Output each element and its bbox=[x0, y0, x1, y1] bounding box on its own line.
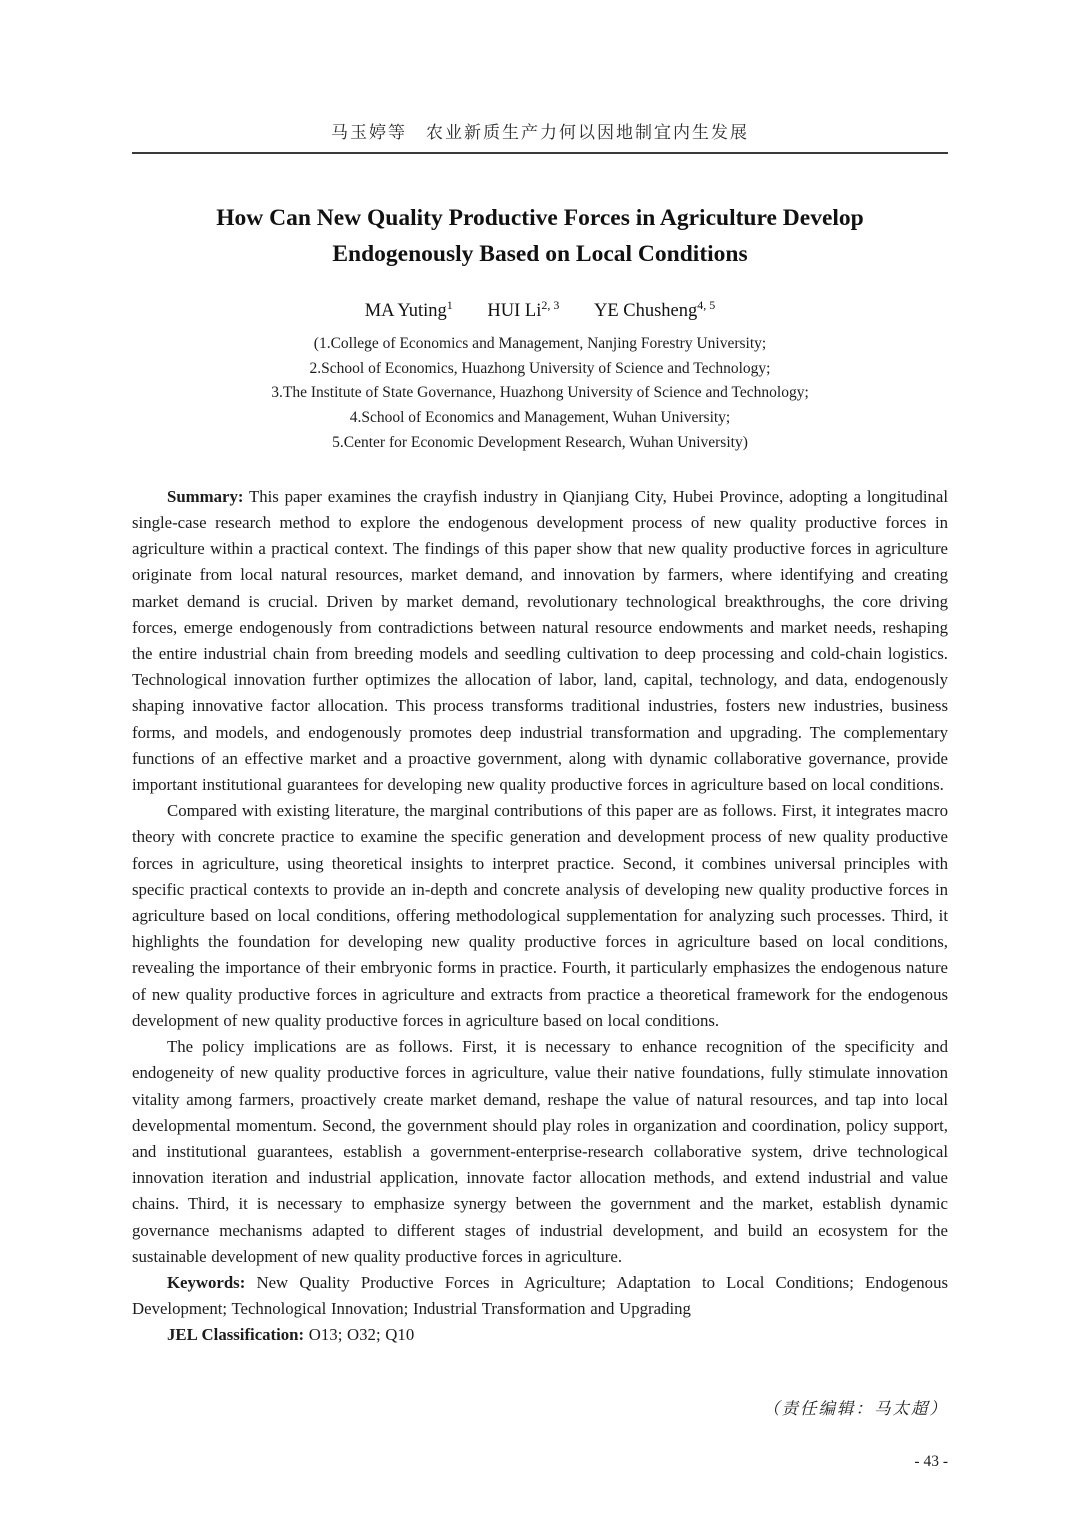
running-header: 马玉婷等 农业新质生产力何以因地制宜内生发展 bbox=[331, 123, 749, 142]
jel-paragraph bbox=[132, 1322, 948, 1348]
affiliation-line: 2.School of Economics, Huazhong University of Science and Technology; bbox=[309, 359, 771, 377]
affiliation-line: 5.Center for Economic Development Research, Wuhan University) bbox=[332, 434, 748, 452]
author bbox=[593, 297, 716, 321]
header-rule bbox=[132, 152, 948, 154]
paper-title-line2: Endogenously Based on Local Conditions bbox=[332, 241, 748, 268]
jel-label: JEL Classification: bbox=[167, 1325, 305, 1345]
affiliation-line: 3.The Institute of State Governance, Huazhong University of Science and Technology; bbox=[271, 384, 809, 402]
keywords-paragraph bbox=[132, 1270, 948, 1322]
summary-label: Summary: bbox=[167, 486, 244, 506]
keywords-label: Keywords: bbox=[167, 1272, 246, 1292]
author-affil-sup: 2, 3 bbox=[541, 297, 560, 312]
affiliation-line: 4.School of Economics and Management, Wuhan University; bbox=[349, 409, 731, 427]
paper-title-line1: How Can New Quality Productive Forces in Agriculture Develop bbox=[216, 205, 864, 231]
author bbox=[487, 297, 560, 321]
affiliation-line: (1.College of Economics and Management, Nanjing Forestry University; bbox=[313, 334, 767, 352]
keywords-text: New Quality Productive Forces in Agriculture; Adaptation to Local Conditions; Endogenous Development; Technological Innovation; Industrial Transformation and Upgrading bbox=[132, 1272, 948, 1319]
author-affil-sup: 1 bbox=[446, 297, 453, 312]
author-name: MA Yuting bbox=[364, 300, 447, 321]
author-name: YE Chusheng bbox=[593, 300, 698, 321]
summary-paragraph bbox=[132, 484, 948, 798]
jel-text: O13; O32; Q10 bbox=[304, 1325, 415, 1345]
paper-title bbox=[132, 200, 948, 273]
author-affil-sup: 4, 5 bbox=[697, 297, 716, 312]
policy-paragraph: The policy implications are as follows. First, it is necessary to enhance recognition of the specificity and endogeneity of new quality productive forces in agriculture, value their native foundations, fully stimulate innovation vitality among farmers, proactively create market demand, reshape the value of natural resources, and tap into local developmental momentum. Second, the government should play roles in organization and coordination, policy support, and institutional guarantees, establish a government-enterprise-research collaborative system, drive technological innovation iteration and industrial application, innovate factor allocation methods, and extend industrial and value chains. Third, it is necessary to emphasize synergy between the government and the market, establish dynamic governance mechanisms adapted to different stages of industrial development, and build an ecosystem for the sustainable development of new quality productive forces in agriculture. bbox=[132, 1037, 948, 1266]
author-list bbox=[132, 297, 948, 322]
editor-note: （责任编辑：马太超） bbox=[763, 1398, 948, 1418]
author-name: HUI Li bbox=[487, 300, 542, 321]
affiliation-list bbox=[132, 332, 948, 456]
contributions-paragraph: Compared with existing literature, the marginal contributions of this paper are as follows. First, it integrates macro theory with concrete practice to examine the specific generation and development process of new quality productive forces in agriculture, using theoretical insights to interpret practice. Second, it combines universal principles with specific practical contexts to provide an in-depth and concrete analysis of developing new quality productive forces in agriculture based on local conditions, offering methodological supplementation for analyzing such processes. Third, it highlights the foundation for developing new quality productive forces in agriculture based on local conditions, revealing the importance of their embryonic forms in practice. Fourth, it particularly emphasizes the endogenous nature of new quality productive forces in agriculture and extracts from practice a theoretical framework for the endogenous development of new quality productive forces in agriculture based on local conditions. bbox=[132, 801, 948, 1030]
abstract-body bbox=[132, 484, 948, 1349]
page-number: - 43 - bbox=[914, 1452, 948, 1470]
summary-text: This paper examines the crayfish industry in Qianjiang City, Hubei Province, adopting a longitudinal single-case research method to explore the endogenous development process of new quality productive forces in agriculture within a practical context. The findings of this paper show that new quality productive forces in agriculture originate from local natural resources, market demand, and innovation by farmers, where identifying and creating market demand is crucial. Driven by market demand, revolutionary technological breakthroughs, the core driving forces, emerge endogenously from contradictions between natural resource endowments and market needs, reshaping the entire industrial chain from breeding models and seedling cultivation to deep processing and cold-chain logistics. Technological innovation further optimizes the allocation of labor, land, capital, technology, and data, endogenously shaping innovative factor allocation. This process transforms traditional industries, fosters new industries, business forms, and models, and endogenously promotes deep industrial transformation and upgrading. The complementary functions of an effective market and a proactive government, along with dynamic collaborative governance, provide important institutional guarantees for developing new quality productive forces in agriculture based on local conditions. bbox=[132, 486, 948, 795]
author bbox=[364, 297, 453, 321]
